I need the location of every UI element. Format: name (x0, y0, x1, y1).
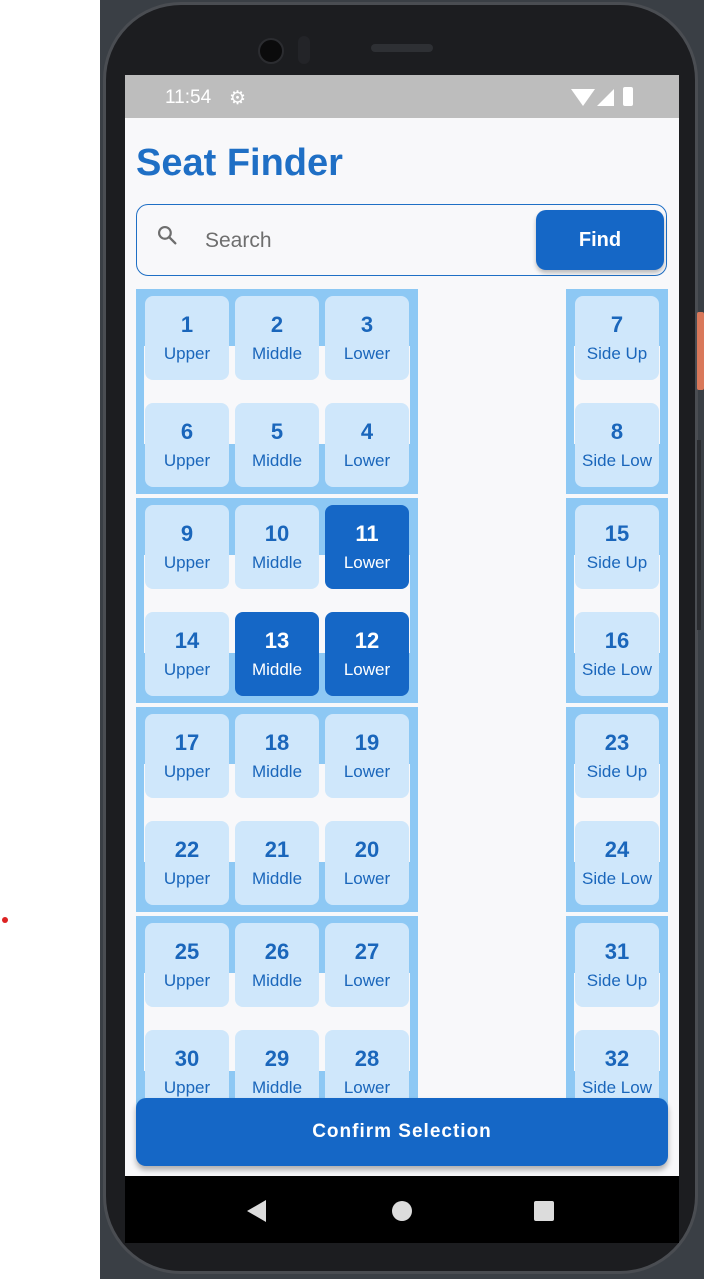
seat-12[interactable] (325, 612, 409, 696)
seat-13[interactable] (235, 612, 319, 696)
sensor (298, 36, 310, 64)
seat-number: 9 (180, 520, 194, 546)
home-icon[interactable] (392, 1201, 412, 1221)
seat-type: Lower (343, 970, 391, 990)
seat-1[interactable] (145, 296, 229, 380)
seat-number: 10 (264, 520, 290, 546)
seat-number: 19 (354, 729, 380, 755)
screen (125, 75, 679, 1243)
seat-type: Upper (163, 450, 211, 470)
seat-number: 2 (270, 311, 284, 337)
seat-number: 6 (180, 418, 194, 444)
seat-number: 8 (610, 418, 624, 444)
seat-type: Middle (251, 450, 303, 470)
seat-14[interactable] (145, 612, 229, 696)
page-title: Seat Finder (136, 142, 343, 184)
cell-signal-icon (597, 89, 614, 106)
seat-20[interactable] (325, 821, 409, 905)
seat-number: 4 (360, 418, 374, 444)
seat-type: Lower (343, 659, 391, 679)
seat-type: Middle (251, 552, 303, 572)
seat-number: 31 (604, 938, 630, 964)
find-button[interactable]: Find (536, 210, 664, 270)
seat-number: 25 (174, 938, 200, 964)
seat-18[interactable] (235, 714, 319, 798)
seat-type: Upper (163, 659, 211, 679)
seat-number: 17 (174, 729, 200, 755)
seat-number: 24 (604, 836, 630, 862)
app-content (125, 118, 679, 1176)
status-time: 11:54 (165, 87, 212, 108)
seat-type: Upper (163, 1077, 211, 1097)
seat-7[interactable] (575, 296, 659, 380)
seat-3[interactable] (325, 296, 409, 380)
seat-type: Side Low (582, 450, 652, 470)
navigation-bar (125, 1176, 679, 1243)
seat-6[interactable] (145, 403, 229, 487)
seat-number: 7 (610, 311, 624, 337)
seat-number: 21 (264, 836, 290, 862)
seat-type: Lower (343, 343, 391, 363)
seat-number: 26 (264, 938, 290, 964)
seat-type: Middle (251, 1077, 303, 1097)
seat-25[interactable] (145, 923, 229, 1007)
front-camera (258, 38, 284, 64)
seat-type: Upper (163, 970, 211, 990)
seat-number: 3 (360, 311, 374, 337)
seat-number: 22 (174, 836, 200, 862)
seat-number: 5 (270, 418, 284, 444)
volume-rocker (697, 440, 701, 630)
seat-15[interactable] (575, 505, 659, 589)
seat-2[interactable] (235, 296, 319, 380)
seat-19[interactable] (325, 714, 409, 798)
seat-8[interactable] (575, 403, 659, 487)
seat-9[interactable] (145, 505, 229, 589)
seat-type: Side Low (582, 1077, 652, 1097)
seat-type: Middle (251, 659, 303, 679)
seat-type: Middle (251, 970, 303, 990)
seat-number: 18 (264, 729, 290, 755)
seat-22[interactable] (145, 821, 229, 905)
seat-number: 28 (354, 1045, 380, 1071)
confirm-selection-button[interactable]: Confirm Selection (136, 1098, 668, 1166)
earpiece-speaker (371, 44, 433, 52)
seat-number: 12 (354, 627, 380, 653)
seat-5[interactable] (235, 403, 319, 487)
seat-type: Side Low (582, 659, 652, 679)
seat-number: 14 (174, 627, 200, 653)
seat-4[interactable] (325, 403, 409, 487)
search-bar (136, 204, 667, 276)
wifi-icon (571, 89, 595, 106)
search-input[interactable] (203, 223, 507, 259)
seat-type: Upper (163, 761, 211, 781)
seat-type: Side Up (586, 761, 648, 781)
seat-17[interactable] (145, 714, 229, 798)
seat-type: Side Up (586, 552, 648, 572)
seat-number: 23 (604, 729, 630, 755)
stray-dot (2, 917, 8, 923)
seat-number: 1 (180, 311, 194, 337)
seat-number: 16 (604, 627, 630, 653)
seat-number: 32 (604, 1045, 630, 1071)
seat-number: 20 (354, 836, 380, 862)
power-button (697, 312, 704, 390)
settings-gear-icon: ⚙ (229, 88, 247, 109)
seat-type: Upper (163, 343, 211, 363)
seat-number: 29 (264, 1045, 290, 1071)
back-icon[interactable] (247, 1200, 266, 1222)
seat-type: Lower (343, 868, 391, 888)
seat-type: Upper (163, 552, 211, 572)
seat-type: Lower (343, 1077, 391, 1097)
seat-type: Middle (251, 868, 303, 888)
seat-type: Middle (251, 761, 303, 781)
seat-type: Middle (251, 343, 303, 363)
seat-number: 11 (355, 520, 379, 546)
seat-type: Side Up (586, 343, 648, 363)
seat-number: 13 (264, 627, 290, 653)
seat-number: 27 (354, 938, 380, 964)
seat-24[interactable] (575, 821, 659, 905)
status-icons (571, 86, 641, 108)
seat-type: Upper (163, 868, 211, 888)
seat-number: 15 (604, 520, 630, 546)
seat-10[interactable] (235, 505, 319, 589)
seat-11[interactable] (325, 505, 409, 589)
search-icon (157, 225, 177, 245)
recents-icon[interactable] (534, 1201, 554, 1221)
seat-number: 30 (174, 1045, 200, 1071)
seat-23[interactable] (575, 714, 659, 798)
seat-type: Side Low (582, 868, 652, 888)
seat-type: Lower (343, 552, 391, 572)
seat-21[interactable] (235, 821, 319, 905)
seat-31[interactable] (575, 923, 659, 1007)
seat-type: Lower (343, 450, 391, 470)
seat-type: Side Up (586, 970, 648, 990)
seat-map (125, 289, 679, 1097)
status-bar (125, 75, 679, 118)
seat-16[interactable] (575, 612, 659, 696)
seat-type: Lower (343, 761, 391, 781)
seat-27[interactable] (325, 923, 409, 1007)
battery-icon (623, 87, 633, 106)
seat-26[interactable] (235, 923, 319, 1007)
